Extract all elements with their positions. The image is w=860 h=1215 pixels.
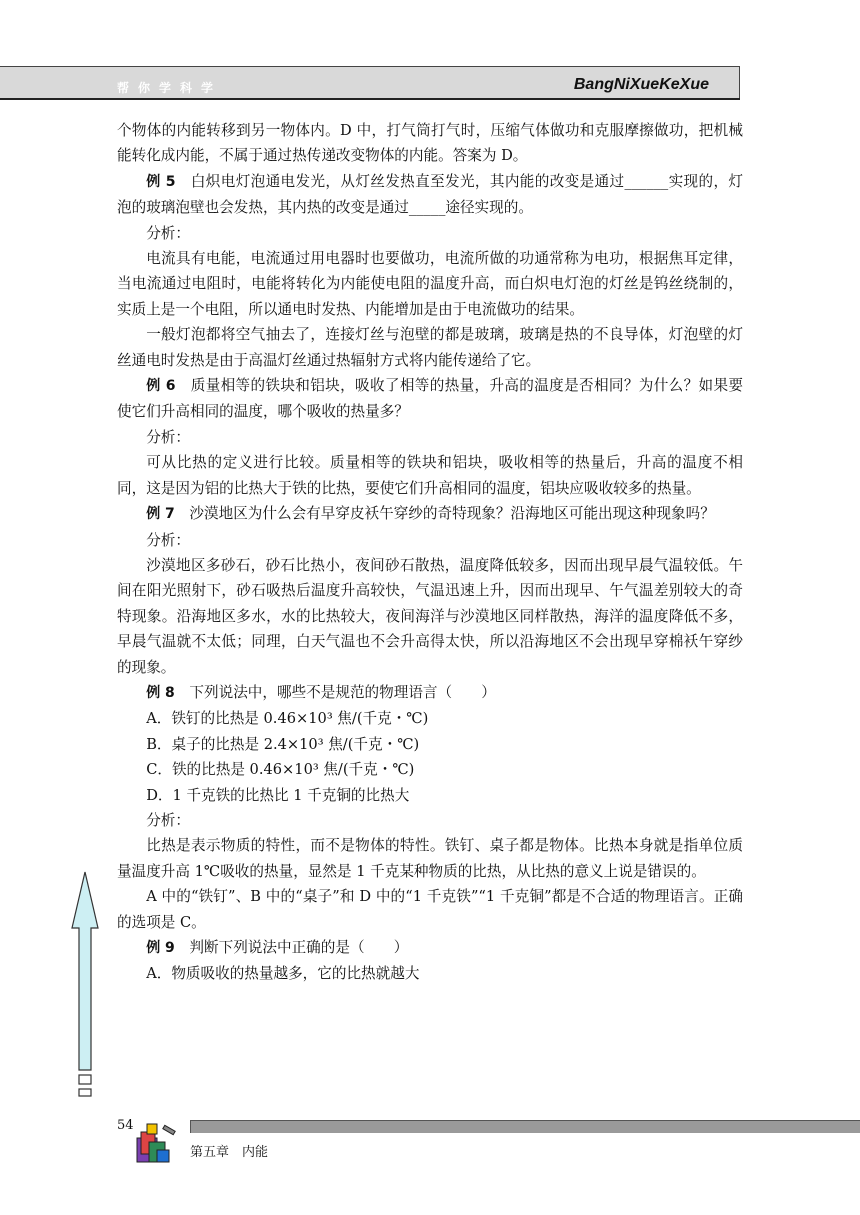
paragraph-text: 判断下列说法中正确的是（ ） bbox=[174, 939, 409, 956]
example-paragraph bbox=[117, 501, 743, 527]
paragraph-text: 分析： bbox=[146, 428, 190, 446]
paragraph-text: 个物体的内能转移到另一物体内。D 中，打气筒打气时，压缩气体做功和克服摩擦做功，把机械能转化成内能，不属于通过热传递改变物体的内能。答案为 D。 bbox=[117, 122, 743, 165]
paragraph-text: 一般灯泡都将空气抽去了，连接灯丝与泡壁的都是玻璃，玻璃是热的不良导体，灯泡壁的灯丝通电时发热是由于高温灯丝通过热辐射方式将内能传递给了它。 bbox=[117, 326, 743, 369]
paragraph-text: 质量相等的铁块和铝块，吸收了相等的热量，升高的温度是否相同？为什么？如果要使它们升高相同的温度，哪个吸收的热量多？ bbox=[117, 377, 743, 421]
body-paragraph bbox=[117, 884, 743, 935]
body-paragraph bbox=[117, 246, 743, 322]
body-paragraph bbox=[117, 425, 743, 450]
body-paragraph bbox=[117, 322, 743, 373]
body-paragraph bbox=[117, 808, 743, 833]
body-paragraph bbox=[117, 528, 743, 553]
example-paragraph bbox=[117, 169, 743, 221]
example-paragraph bbox=[117, 373, 743, 425]
body-paragraph bbox=[117, 732, 743, 757]
paragraph-text: 分析： bbox=[146, 811, 190, 829]
body-paragraph bbox=[117, 553, 743, 680]
paragraph-text: 白炽电灯泡通电发光，从灯丝发热直至发光，其内能的改变是通过______实现的，灯泡的玻璃泡壁也会发热，其内热的改变是通过_____途径实现的。 bbox=[117, 172, 743, 217]
paragraph-text: 电流具有电能，电流通过用电器时也要做功，电流所做的功通常称为电功，根据焦耳定律，当电流通过电阻时，电能将转化为内能使电阻的温度升高，而白炽电灯泡的灯丝是钨丝绕制的，实质上是一个电阻，所以通电时发热、内能增加是由于电流做功的结果。 bbox=[117, 250, 743, 318]
footer-bar bbox=[190, 1120, 860, 1133]
paragraph-text: B．桌子的比热是 2.4×10³ 焦/(千克・℃) bbox=[146, 735, 420, 753]
chapter-title: 第五章 内能 bbox=[190, 1145, 269, 1160]
example-paragraph bbox=[117, 680, 743, 706]
example-label: 例 7 bbox=[146, 506, 175, 523]
paragraph-text: A．物质吸收的热量越多，它的比热就越大 bbox=[146, 965, 420, 983]
up-arrow-icon[interactable] bbox=[70, 870, 100, 1100]
paragraph-text: 比热是表示物质的特性，而不是物体的特性。铁钉、桌子都是物体。比热本身就是指单位质量温度升高 1℃吸收的热量，显然是 1 千克某种物质的比热，从比热的意义上说是错误的。 bbox=[117, 837, 743, 880]
page-body bbox=[117, 118, 743, 987]
book-logo-icon bbox=[133, 1120, 181, 1168]
body-paragraph bbox=[117, 961, 743, 986]
header-title-pinyin: BangNiXueKeXue bbox=[573, 76, 709, 93]
example-label: 例 5 bbox=[146, 173, 176, 190]
header-title-chinese: 帮你学科学 bbox=[117, 81, 223, 95]
page-number: 54 bbox=[117, 1118, 134, 1133]
body-paragraph bbox=[117, 833, 743, 884]
body-paragraph bbox=[117, 706, 743, 731]
header-rule bbox=[0, 98, 740, 100]
paragraph-text: C．铁的比热是 0.46×10³ 焦/(千克・℃) bbox=[146, 761, 415, 779]
paragraph-text: A 中的“铁钉”、B 中的“桌子”和 D 中的“1 千克铁”“1 千克铜”都是不合适的物理语言。正确的选项是 C。 bbox=[117, 888, 743, 931]
body-paragraph bbox=[117, 757, 743, 782]
example-paragraph bbox=[117, 935, 743, 961]
paragraph-text: 沙漠地区多砂石，砂石比热小，夜间砂石散热，温度降低较多，因而出现早晨气温较低。午间在阳光照射下，砂石吸热后温度升高较快，气温迅速上升，因而出现早、午气温差别较大的奇特现象。沿海地区多水，水的比热较大，夜间海洋与沙漠地区同样散热，海洋的温度降低不多，早晨气温就不太低；同理，白天气温也不会升高得太快，所以沿海地区不会出现早穿棉袄午穿纱的现象。 bbox=[117, 556, 743, 676]
paragraph-text: D．1 千克铁的比热比 1 千克铜的比热大 bbox=[146, 786, 410, 804]
body-paragraph bbox=[117, 118, 743, 169]
example-label: 例 6 bbox=[146, 378, 176, 395]
paragraph-text: 下列说法中，哪些不是规范的物理语言（ ） bbox=[174, 683, 496, 701]
paragraph-text: A．铁钉的比热是 0.46×10³ 焦/(千克・℃) bbox=[146, 710, 429, 728]
body-paragraph bbox=[117, 450, 743, 501]
paragraph-text: 分析： bbox=[146, 531, 190, 549]
paragraph-text: 分析： bbox=[146, 224, 190, 242]
body-paragraph bbox=[117, 783, 743, 808]
paragraph-text: 可从比热的定义进行比较。质量相等的铁块和铝块，吸收相等的热量后，升高的温度不相同，这是因为铝的比热大于铁的比热，要使它们升高相同的温度，铝块应吸收较多的热量。 bbox=[117, 454, 743, 497]
example-label: 例 9 bbox=[146, 940, 175, 956]
example-label: 例 8 bbox=[146, 684, 175, 701]
paragraph-text: 沙漠地区为什么会有早穿皮袄午穿纱的奇特现象？沿海地区可能出现这种现象吗？ bbox=[174, 505, 715, 523]
body-paragraph bbox=[117, 221, 743, 246]
